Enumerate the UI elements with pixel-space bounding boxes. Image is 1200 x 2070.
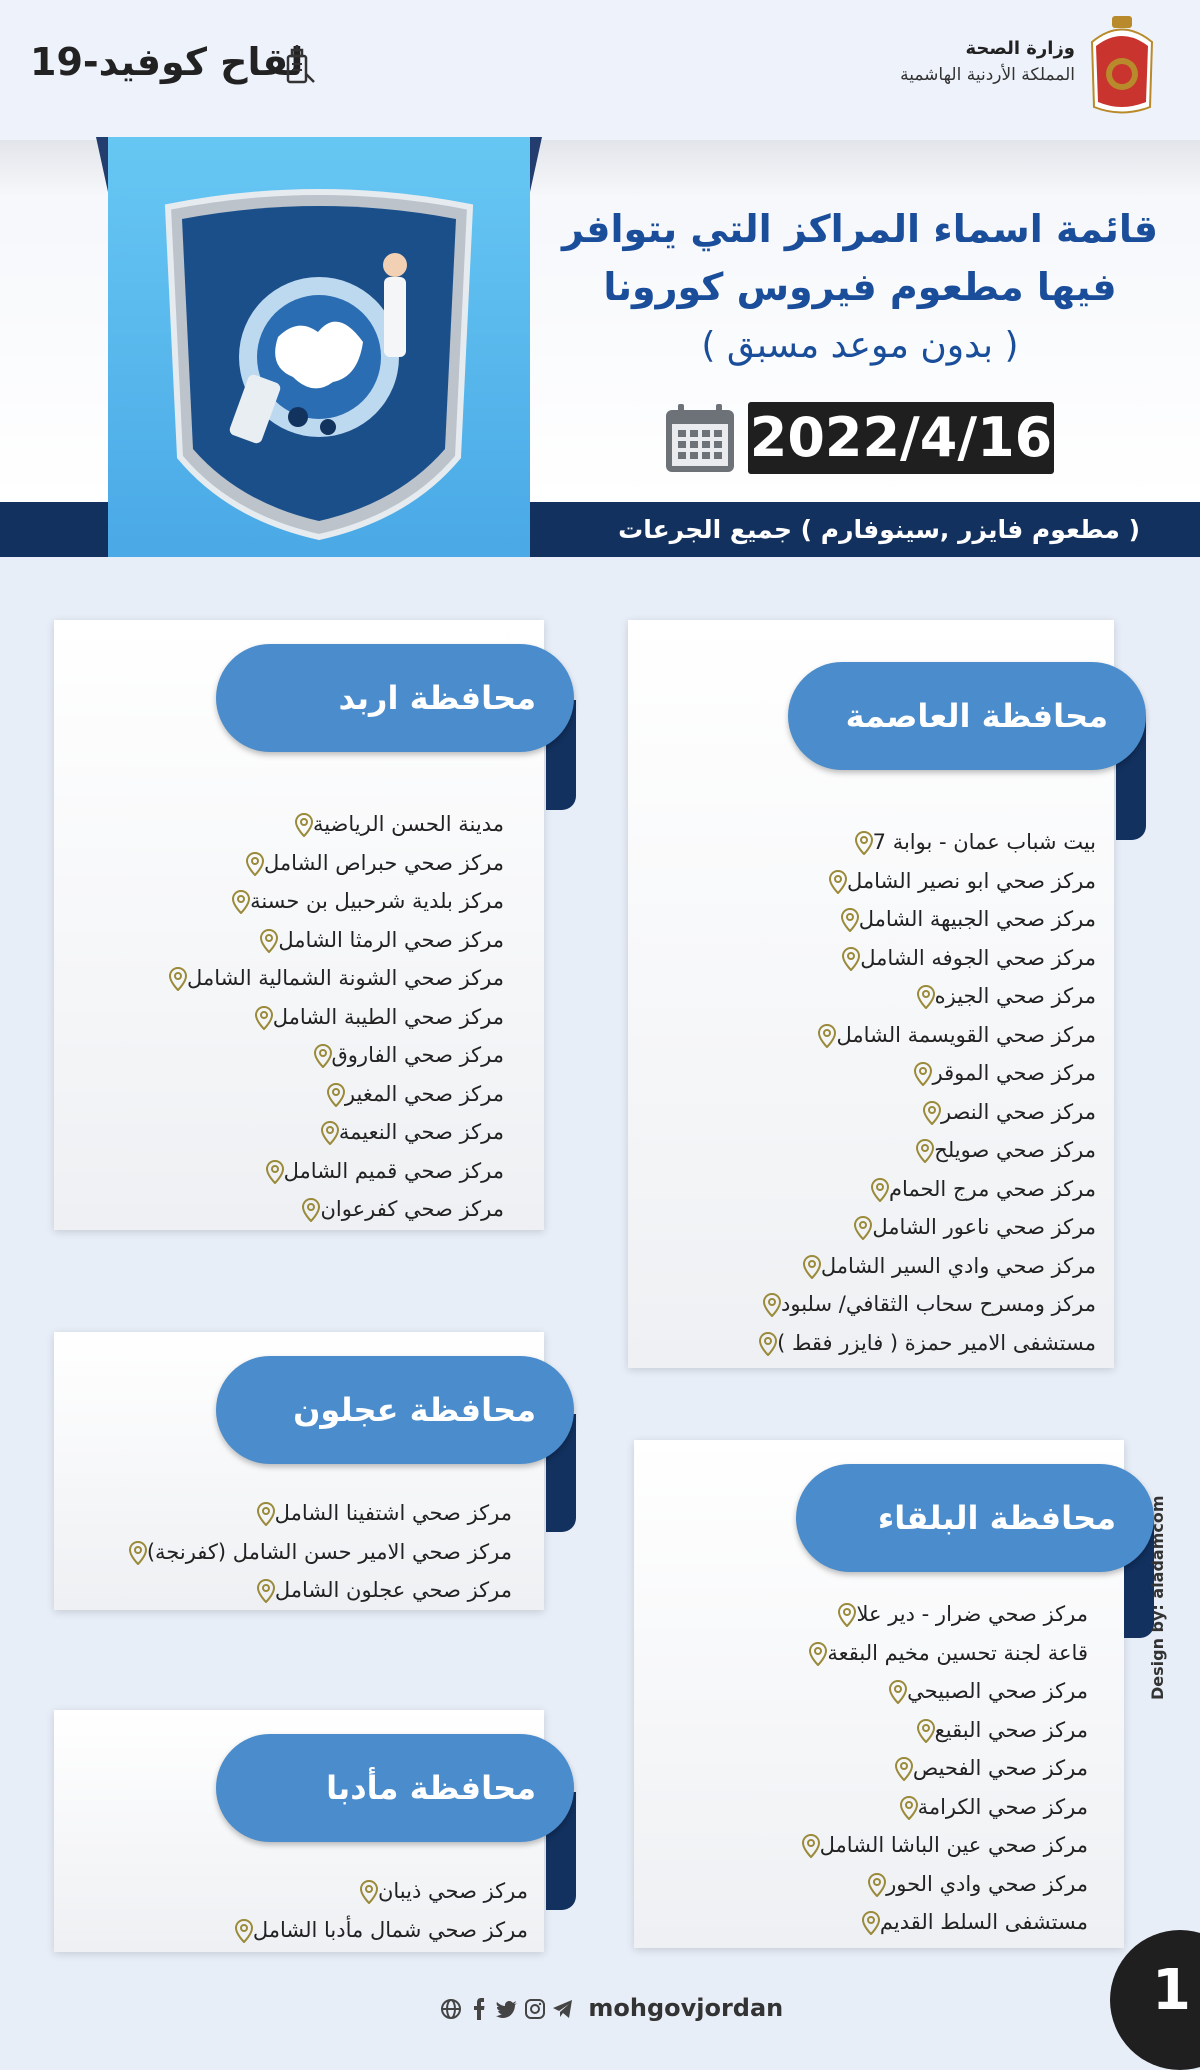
center-name: مركز صحي ذيبان: [377, 1879, 528, 1903]
list-item: [24, 1075, 504, 1114]
center-name: مركز صحي وادي الحور: [886, 1871, 1088, 1896]
location-pin-icon: [759, 1332, 777, 1356]
location-pin-icon: [900, 1796, 918, 1820]
telegram-icon[interactable]: [552, 1998, 574, 2020]
list-item: [618, 1711, 1088, 1750]
location-pin-icon: [854, 1216, 872, 1240]
irbid-heading: محافظة اربد: [216, 644, 574, 752]
list-item: [618, 1749, 1088, 1788]
list-item: [616, 977, 1096, 1016]
location-pin-icon: [169, 967, 187, 991]
twitter-icon[interactable]: [496, 1998, 518, 2020]
balqa-list: [618, 1595, 1088, 1942]
center-name: مركز صحي الموقر: [932, 1061, 1096, 1085]
ministry-block: [900, 38, 1075, 85]
location-pin-icon: [829, 870, 847, 894]
list-item: [24, 882, 504, 921]
location-pin-icon: [809, 1642, 827, 1666]
location-pin-icon: [917, 1719, 935, 1743]
center-name: مركز صحي ضرار - دير علا: [856, 1602, 1088, 1626]
center-name: مركز صحي ابو نصير الشامل: [846, 868, 1096, 893]
list-item: [616, 1093, 1096, 1132]
list-item: [24, 1190, 504, 1229]
design-credit: Design by: aladamcom: [1148, 1495, 1167, 1700]
center-name: مستشفى الامير حمزة ( فايزر فقط ): [777, 1330, 1096, 1355]
location-pin-icon: [235, 1919, 253, 1943]
center-name: مركز صحي وادي السير الشامل: [820, 1253, 1096, 1278]
location-pin-icon: [295, 813, 313, 837]
list-item: [24, 1036, 504, 1075]
center-name: مركز صحي الفحيص: [912, 1756, 1088, 1780]
list-item: [48, 1872, 528, 1911]
location-pin-icon: [257, 1579, 275, 1603]
hero-fold-right: [530, 137, 542, 192]
banner-title-line2: فيها مطعوم فيروس كورونا: [603, 265, 1117, 309]
list-item: [618, 1672, 1088, 1711]
center-name: مركز صحي عين الباشا الشامل: [819, 1833, 1088, 1857]
center-name: مركز صحي كفرعوان: [320, 1197, 504, 1221]
center-name: مركز صحي الكرامة: [917, 1794, 1088, 1819]
center-name: مركز صحي الجيزه: [934, 984, 1096, 1008]
list-item: [24, 998, 504, 1037]
center-name: مركز صحي عجلون الشامل: [274, 1578, 512, 1602]
center-name: قاعة لجنة تحسين مخيم البقعة: [827, 1640, 1088, 1665]
globe-icon[interactable]: [440, 1998, 462, 2020]
list-item: [616, 1285, 1096, 1324]
location-pin-icon: [868, 1873, 886, 1897]
location-pin-icon: [360, 1880, 378, 1904]
center-name: مركز صحي صويلح: [934, 1138, 1096, 1162]
ministry-name: وزارة الصحة: [965, 38, 1075, 59]
location-pin-icon: [914, 1062, 932, 1086]
list-item: [616, 1324, 1096, 1363]
list-item: [24, 1152, 504, 1191]
center-name: مركز صحي الصبيحي: [907, 1679, 1088, 1703]
capital-heading: محافظة العاصمة: [788, 662, 1146, 770]
location-pin-icon: [889, 1680, 907, 1704]
location-pin-icon: [260, 929, 278, 953]
hero-fold-left: [96, 137, 108, 192]
list-item: [618, 1865, 1088, 1904]
page-number-badge: [1110, 1930, 1200, 2070]
center-name: مركز صحي شمال مأدبا الشامل: [252, 1917, 528, 1942]
social-handle[interactable]: mohgovjordan: [588, 1994, 784, 2022]
center-name: مركز ومسرح سحاب الثقافي/ سلبود: [781, 1292, 1096, 1316]
center-name: مركز صحي الشونة الشمالية الشامل: [187, 966, 504, 990]
location-pin-icon: [321, 1121, 339, 1145]
list-item: [22, 1533, 512, 1572]
center-name: مركز صحي الجبيهة الشامل: [858, 907, 1096, 931]
location-pin-icon: [818, 1024, 836, 1048]
location-pin-icon: [129, 1541, 147, 1565]
irbid-list: [24, 805, 504, 1229]
list-item: [24, 844, 504, 883]
list-item: [618, 1903, 1088, 1942]
list-item: [616, 1247, 1096, 1286]
location-pin-icon: [763, 1293, 781, 1317]
location-pin-icon: [802, 1834, 820, 1858]
kingdom-name: المملكة الأردنية الهاشمية: [900, 65, 1075, 85]
location-pin-icon: [302, 1198, 320, 1222]
shield-illustration: [108, 137, 530, 557]
madaba-heading: محافظة مأدبا: [216, 1734, 574, 1842]
location-pin-icon: [803, 1255, 821, 1279]
list-item: [616, 900, 1096, 939]
list-item: [618, 1788, 1088, 1827]
hero-panel: [108, 137, 530, 557]
center-name: مركز بلدية شرحبيل بن حسنة: [250, 889, 504, 913]
location-pin-icon: [916, 1139, 934, 1163]
center-name: مركز صحي النصر: [940, 1099, 1096, 1124]
madaba-list: [48, 1872, 528, 1949]
location-pin-icon: [895, 1757, 913, 1781]
center-name: مركز صحي الطيبة الشامل: [272, 1004, 504, 1029]
center-name: مركز صحي الرمثا الشامل: [278, 927, 504, 952]
location-pin-icon: [862, 1911, 880, 1935]
list-item: [616, 1054, 1096, 1093]
location-pin-icon: [314, 1044, 332, 1068]
list-item: [616, 1131, 1096, 1170]
list-item: [618, 1595, 1088, 1634]
banner-title: [560, 200, 1160, 316]
list-item: [48, 1911, 528, 1950]
calendar-icon: [664, 402, 736, 474]
location-pin-icon: [871, 1178, 889, 1202]
list-item: [616, 823, 1096, 862]
location-pin-icon: [266, 1160, 284, 1184]
list-item: [616, 1208, 1096, 1247]
vaccine-title: لقاح كوفيد-19: [30, 40, 304, 84]
date-badge: 2022/4/16: [748, 402, 1054, 474]
ajloun-heading: محافظة عجلون: [216, 1356, 574, 1464]
list-item: [616, 862, 1096, 901]
list-item: [24, 921, 504, 960]
banner-subtitle: ( بدون موعد مسبق ): [701, 325, 1019, 366]
list-item: [616, 1016, 1096, 1055]
location-pin-icon: [246, 852, 264, 876]
capital-list: [616, 823, 1096, 1362]
list-item: [618, 1634, 1088, 1673]
center-name: مركز صحي مرج الحمام: [888, 1176, 1096, 1201]
center-name: مركز صحي قميم الشامل: [283, 1158, 504, 1183]
location-pin-icon: [855, 831, 873, 855]
footer-social: [440, 1988, 783, 2028]
list-item: [618, 1826, 1088, 1865]
center-name: مركز صحي ناعور الشامل: [872, 1215, 1096, 1239]
center-name: مدينة الحسن الرياضية: [312, 812, 504, 836]
list-item: [22, 1494, 512, 1533]
list-item: [616, 1170, 1096, 1209]
center-name: مركز صحي المغير: [344, 1081, 504, 1106]
center-name: بيت شباب عمان - بوابة 7: [872, 830, 1096, 854]
location-pin-icon: [838, 1603, 856, 1627]
list-item: [24, 1113, 504, 1152]
banner-title-line1: قائمة اسماء المراكز التي يتوافر: [562, 207, 1158, 251]
location-pin-icon: [327, 1083, 345, 1107]
list-item: [24, 805, 504, 844]
center-name: مركز صحي حبراص الشامل: [264, 850, 504, 875]
balqa-heading: محافظة البلقاء: [796, 1464, 1154, 1572]
center-name: مركز صحي النعيمة: [338, 1120, 504, 1144]
location-pin-icon: [917, 985, 935, 1009]
location-pin-icon: [255, 1006, 273, 1030]
center-name: مركز صحي الفاروق: [331, 1043, 504, 1067]
center-name: مركز صحي الامير حسن الشامل (كفرنجة): [146, 1539, 512, 1564]
emblem-icon: [1082, 12, 1162, 118]
facebook-icon[interactable]: [468, 1998, 490, 2020]
center-name: مركز صحي البقيع: [934, 1717, 1088, 1742]
location-pin-icon: [842, 947, 860, 971]
list-item: [24, 959, 504, 998]
location-pin-icon: [923, 1101, 941, 1125]
list-item: [22, 1571, 512, 1610]
ajloun-list: [22, 1494, 512, 1610]
center-name: مركز صحي اشتفينا الشامل: [274, 1501, 512, 1525]
location-pin-icon: [841, 908, 859, 932]
center-name: مركز صحي الجوفه الشامل: [860, 945, 1096, 970]
list-item: [616, 939, 1096, 978]
location-pin-icon: [232, 890, 250, 914]
center-name: مستشفى السلط القديم: [879, 1910, 1088, 1934]
center-name: مركز صحي القويسمة الشامل: [836, 1022, 1096, 1047]
instagram-icon[interactable]: [524, 1998, 546, 2020]
page-number: 1: [1152, 1958, 1191, 2023]
vaccine-note: ( مطعوم فايزر ,سينوفارم ) جميع الجرعات: [618, 515, 1140, 544]
syringe-icon: [282, 44, 316, 86]
location-pin-icon: [257, 1502, 275, 1526]
